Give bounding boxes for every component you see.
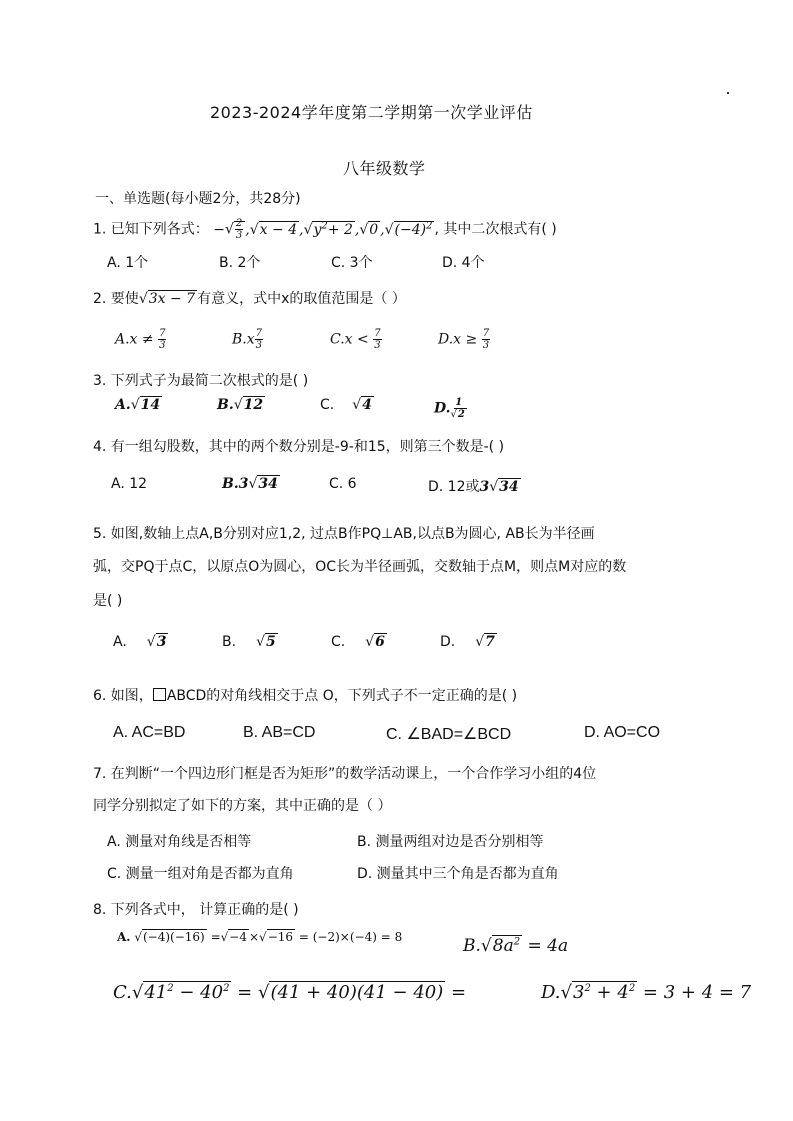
q4-d-value: 34: [499, 479, 519, 495]
q1-e3-sup: 2: [321, 219, 328, 231]
question-7-line1: 7. 在判断“一个四边形门框是否为矩形”的数学活动课上，一个合作学习小组的4位: [93, 766, 597, 782]
q6-option-b[interactable]: B. AB=CD: [243, 724, 316, 741]
q8-b-sup: 2: [513, 936, 521, 948]
q2-prefix: 2. 要使: [93, 291, 139, 307]
q8-d-tail: = 3 + 4 = 7: [637, 982, 752, 1003]
question-2-stem: 2. 要使√3x − 7 有意义，式中x的取值范围是（ ）: [93, 291, 406, 307]
q3-option-b[interactable]: B.√12: [217, 397, 264, 413]
parallelogram-icon: [153, 688, 166, 701]
q5-option-c[interactable]: C. √6: [331, 634, 385, 650]
q2-option-a[interactable]: [115, 328, 166, 351]
q1-e1-den: 3: [235, 230, 243, 241]
q8-d-sup1: 2: [584, 983, 591, 994]
question-8-stem: 8. 下列各式中， 计算正确的是( ): [93, 902, 299, 918]
q1-option-c[interactable]: C. 3个: [331, 255, 373, 271]
q3-b-value: 12: [243, 397, 264, 413]
q6-prefix: 6. 如图，: [93, 688, 153, 704]
q3-c-label: C.: [320, 397, 335, 413]
q8-a-tail: = (−2)×(−4) = 8: [298, 930, 403, 944]
q3-d-num: 1: [455, 397, 463, 408]
q6-stem-text: ABCD的对角线相交于点 O，下列式子不一定正确的是( ): [166, 688, 518, 704]
q8-a-label: A.: [117, 930, 131, 944]
q7-option-b[interactable]: B. 测量两组对边是否分别相等: [357, 834, 544, 850]
q2-suffix: 有意义，式中x的取值范围是（ ）: [197, 291, 406, 307]
q1-e2: x − 4: [259, 221, 298, 238]
q8-option-b[interactable]: $B.√8a^2 = 4a$: [463, 936, 569, 956]
q8-c-eq: =: [237, 982, 253, 1003]
q1-e5-sup: 2: [426, 219, 433, 231]
q1-e1-num: 2: [235, 218, 243, 229]
q8-a-radicand2: −4: [229, 930, 247, 944]
q8-c-radicand2: (41 + 40)(41 − 40): [270, 982, 444, 1003]
q8-option-c[interactable]: $C.√41^2 - 40^2 = √(41 + 40)(41 - 40)$ =: [113, 982, 467, 1003]
q3-b-label: B.: [217, 397, 234, 413]
question-5-line1: 5. 如图,数轴上点A,B分别对应1,2, 过点B作PQ⊥AB,以点B为圆心, AB长为半径画: [93, 526, 595, 542]
q8-b-tail: = 4a: [522, 936, 569, 956]
q8-d-rb: + 4: [590, 982, 629, 1003]
question-5-line2: 弧，交PQ于点C，以原点O为圆心，OC长为半径画弧，交数轴于点M，则点M对应的数: [93, 559, 627, 575]
q3-d-den: 2: [457, 409, 465, 420]
q2-d-label: D.x ≥: [438, 331, 478, 348]
question-4-stem: 4. 有一组勾股数，其中的两个数分别是-9-和15，则第三个数是-( ): [93, 439, 505, 455]
q5-option-a[interactable]: A. √3: [113, 634, 167, 650]
q3-option-d[interactable]: D. $\frac{1}{√2}$: [434, 397, 465, 420]
q2-b-label: B.x: [232, 331, 255, 348]
q8-d-ra: 3: [573, 982, 585, 1003]
q8-b-radicand: 8a: [492, 936, 514, 956]
q4-option-a[interactable]: A. 12: [111, 476, 148, 492]
q2-option-b[interactable]: [232, 328, 263, 351]
q4-option-c[interactable]: C. 6: [329, 476, 357, 492]
q3-option-a[interactable]: A.√14: [115, 397, 161, 413]
q8-option-a[interactable]: A. √(−4)(−16) =√−4 ×√−16 = (−2)×(−4) = 8: [117, 930, 403, 944]
q8-a-radicand3: −16: [267, 930, 294, 944]
q2-a-label: A.x ≠: [115, 331, 154, 348]
q8-c-tail: =: [450, 982, 467, 1003]
q2-d-num: 7: [482, 328, 490, 339]
q8-d-label: D.: [541, 982, 561, 1003]
question-7-line2: 同学分别拟定了如下的方案，其中正确的是（ ）: [93, 798, 392, 814]
stray-mark: [727, 92, 729, 94]
question-5-line3: 是( ): [93, 593, 123, 609]
q6-option-d[interactable]: D. AO=CO: [584, 724, 661, 741]
q8-option-d[interactable]: $D.√3^2 + 4^2 = 3 + 4 = 7$: [541, 982, 752, 1003]
q1-option-b[interactable]: B. 2个: [219, 255, 261, 271]
q2-radicand: 3x − 7: [148, 291, 196, 307]
q8-a-times: ×: [248, 930, 260, 944]
q4-d-label: D. 12或: [428, 479, 480, 495]
q2-option-d[interactable]: [438, 328, 490, 351]
q5-c-value: 6: [375, 634, 385, 650]
q4-d-coef: 3: [479, 479, 490, 495]
q5-d-value: 7: [485, 634, 495, 650]
q8-a-radicand1: (−4)(−16): [142, 930, 205, 944]
q3-a-value: 14: [140, 397, 161, 413]
q4-b-value: 34: [258, 476, 278, 492]
q5-a-value: 3: [156, 634, 167, 650]
q3-a-label: A.: [115, 397, 131, 413]
q8-b-label: B.: [463, 936, 481, 956]
q2-b-num: 7: [255, 328, 263, 339]
q1-option-d[interactable]: D. 4个: [442, 255, 485, 271]
q4-b-label: B.3: [222, 476, 249, 492]
q2-a-num: 7: [159, 328, 166, 339]
q8-a-eq: =: [210, 930, 221, 944]
question-3-stem: 3. 下列式子为最简二次根式的是( ): [93, 373, 309, 389]
q1-e3: y: [313, 221, 322, 238]
q1-suffix: , 其中二次根式有( ): [434, 221, 557, 238]
q3-c-value: 4: [362, 397, 372, 413]
q2-b-den: 3: [255, 340, 263, 351]
q8-c-label: C.: [113, 982, 132, 1003]
q3-d-label: D.: [434, 400, 451, 417]
q6-option-c[interactable]: C. ∠BAD=∠BCD: [386, 726, 512, 743]
q8-c-sup1: 2: [167, 983, 174, 994]
q8-c-r1b: − 40: [173, 982, 224, 1003]
q5-c-label: C.: [331, 634, 346, 650]
q4-option-d[interactable]: D. 12或3√34: [428, 479, 519, 495]
q1-e3-tail: + 2: [327, 221, 353, 238]
q2-d-den: 3: [482, 340, 490, 351]
q8-c-sup2: 2: [223, 983, 230, 994]
q8-d-sup2: 2: [628, 983, 636, 994]
question-1-stem: [93, 218, 557, 241]
section-heading: 一、单选题(每小题2分，共28分): [95, 191, 301, 207]
q5-a-label: A.: [113, 634, 127, 650]
q3-option-c[interactable]: C. √4: [320, 397, 372, 413]
q5-d-label: D.: [440, 634, 456, 650]
q2-c-num: 7: [374, 328, 381, 339]
q8-c-r1a: 41: [144, 982, 168, 1003]
page-subtitle: 八年级数学: [343, 159, 426, 178]
q5-b-label: B.: [222, 634, 237, 650]
q1-option-a[interactable]: A. 1个: [107, 255, 149, 271]
q4-option-b[interactable]: B.3√34: [222, 476, 278, 492]
q7-option-d[interactable]: D. 测量其中三个角是否都为直角: [357, 866, 559, 882]
q7-option-c[interactable]: C. 测量一组对角是否都为直角: [107, 866, 294, 882]
q1-e4: 0: [369, 221, 379, 238]
q2-option-c[interactable]: [330, 328, 382, 351]
q2-c-label: C.x <: [330, 331, 369, 348]
q7-option-a[interactable]: A. 测量对角线是否相等: [107, 834, 252, 850]
page-title: 2023-2024学年度第二学期第一次学业评估: [210, 103, 533, 122]
q5-option-d[interactable]: D. √7: [440, 634, 495, 650]
q5-b-value: 5: [265, 634, 276, 650]
q1-e5: (−4): [394, 221, 427, 238]
q1-prefix: 1. 已知下列各式：: [93, 221, 209, 238]
q1-expressions: −√ $\frac{2}{3}$ ,√x − 4 $,√y^2+ 2$ ,√0 $,√(-4)^2$: [213, 218, 433, 241]
q2-c-den: 3: [374, 340, 381, 351]
question-6-stem: [93, 685, 517, 705]
q2-a-den: 3: [159, 340, 166, 351]
q5-option-b[interactable]: B. √5: [222, 634, 276, 650]
q6-option-a[interactable]: A. AC=BD: [113, 724, 186, 741]
